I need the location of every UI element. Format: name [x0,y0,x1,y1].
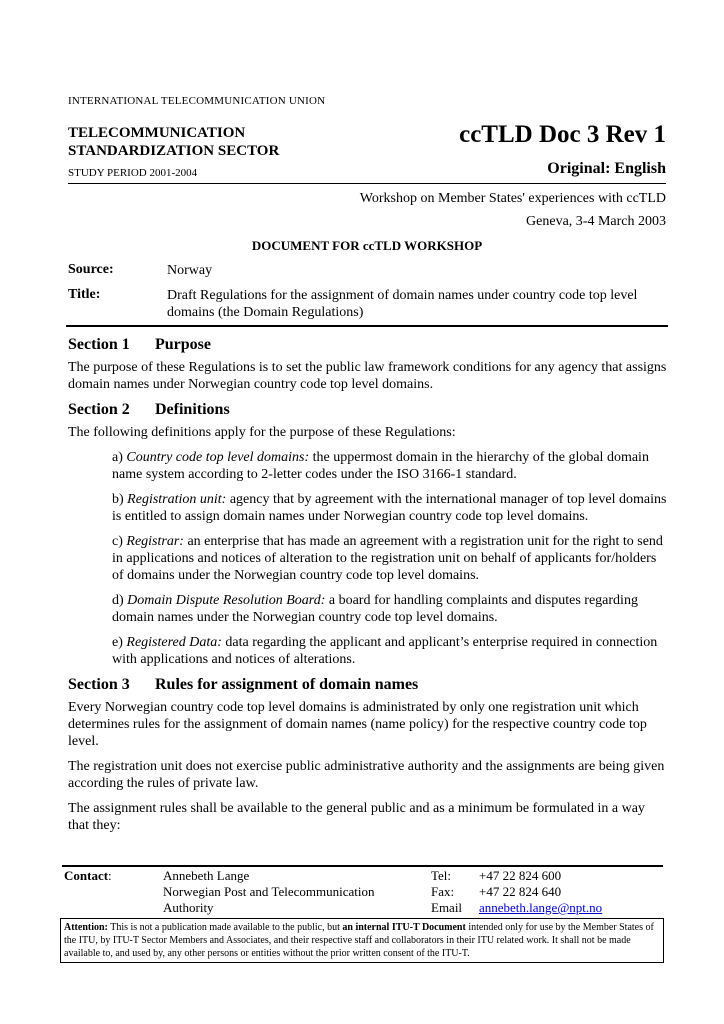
attention-notice [60,918,664,963]
attention-text-1: This is not a publication made available to the public, but [107,922,343,933]
header-divider [68,183,666,184]
contact-person [163,868,413,916]
definition-b-text: agency that by agreement with the international manager of top level domains is entitled to assign domain names under Norwegian country code top level domains. [112,492,667,524]
source-value: Norway [167,263,213,278]
location-date: Geneva, 3-4 March 2003 [526,214,666,229]
contact-org-line-2: Authority [163,900,214,915]
study-period: STUDY PERIOD 2001-2004 [68,167,198,179]
section-3-paragraph-2: The registration unit does not exercise public administrative authority and the assignments are being given according the rules of private law. [68,759,665,791]
document-title: DOCUMENT FOR ccTLD WORKSHOP [251,238,483,253]
contact-label-text: Contact [64,868,109,883]
title-value: Draft Regulations for the assignment of domain names under country code top level domains (the Domain Regulations) [167,288,638,320]
attention-bold: an internal ITU-T Document [342,922,466,933]
section-1-title: Purpose [155,336,211,353]
definition-d-text: a board for handling complaints and disputes regarding domain names under the Norwegian country code top level domains. [112,593,638,625]
definition-c [112,533,668,584]
section-3-paragraph-3: The assignment rules shall be available to the general public and as a minimum be formulated in a way that they: [68,801,645,833]
document-body [68,336,668,842]
section-2-heading [68,401,668,418]
definition-e-text: data regarding the applicant and applicant’s enterprise required in connection with applications and notices of alterations. [112,635,658,667]
section-2-number: Section 2 [68,401,130,418]
section-3-title: Rules for assignment of domain names [155,676,419,693]
definition-e [112,634,668,668]
definition-a-text: the uppermost domain in the hierarchy of the global domain name system according to 2-letter codes under the ISO 3166-1 standard. [112,450,649,482]
section-3-heading [68,676,668,693]
section-2-title: Definitions [155,401,230,418]
source-label: Source: [68,262,114,277]
sector-line-2: STANDARDIZATION SECTOR [68,143,280,159]
contact-name: Annebeth Lange [163,868,250,883]
definition-e-prefix: e) [112,635,127,650]
section-3-paragraph-1: Every Norwegian country code top level domains is administrated by only one registration unit which determines rules for the assignment of domain names (name policy) for the respective country code top level. [68,700,647,749]
union-name: INTERNATIONAL TELECOMMUNICATION UNION [68,95,326,107]
email-link[interactable]: annebeth.lange@npt.no [479,900,603,915]
original-language: Original: English [547,160,666,177]
definition-a-term: Country code top level domains: [126,450,310,465]
tel-value: +47 22 824 600 [479,868,562,883]
sector-line-1: TELECOMMUNICATION [68,125,246,141]
contact-label-colon: : [108,868,112,883]
fax-value: +47 22 824 640 [479,884,562,899]
sector-name [68,124,279,160]
footer-divider [62,865,663,867]
definition-b-term: Registration unit: [127,492,227,507]
section-1-number: Section 1 [68,336,130,353]
definition-c-term: Registrar: [126,534,184,549]
section-1-paragraph: The purpose of these Regulations is to set the public law framework conditions for any agency that assigns domain names under Norwegian country code top level domains. [68,360,667,392]
attention-text-2: intended only for use by the Member States of the ITU, by ITU-T Sector Members and Associates, and their respective staff and collaborators in their ITU related work. It shall not be made available to, and used by, any other persons or entities without the prior written consent of the ITU-T. [64,922,654,959]
attention-label: Attention: [64,922,108,933]
definition-d-prefix: d) [112,593,128,608]
definition-a-prefix: a) [112,450,127,465]
title-label: Title: [68,287,101,302]
definition-c-prefix: c) [112,534,127,549]
definition-c-text: an enterprise that has made an agreement with a registration unit for the right to send in applications and notices of alteration to the registration unit on behalf of applicants for/holders of domains under the Norwegian country code top level domains. [112,534,663,583]
workshop-title: Workshop on Member States' experiences with ccTLD [359,191,666,206]
fax-label: Fax: [431,884,455,899]
definition-d-term: Domain Dispute Resolution Board: [127,593,326,608]
definition-a [112,449,668,483]
definition-e-term: Registered Data: [126,635,222,650]
contact-values [479,868,679,916]
contact-org-line-1: Norwegian Post and Telecommunication [163,884,375,899]
section-3-number: Section 3 [68,676,130,693]
email-label: Email [431,900,463,915]
definition-b [112,491,668,525]
contact-keys [431,868,481,916]
section-2-intro: The following definitions apply for the purpose of these Regulations: [68,425,456,440]
document-number: ccTLD Doc 3 Rev 1 [459,121,666,148]
meta-divider [66,325,668,327]
definition-b-prefix: b) [112,492,128,507]
definition-d [112,592,668,626]
contact-label [64,868,112,884]
tel-label: Tel: [431,868,452,883]
section-1-heading [68,336,668,353]
